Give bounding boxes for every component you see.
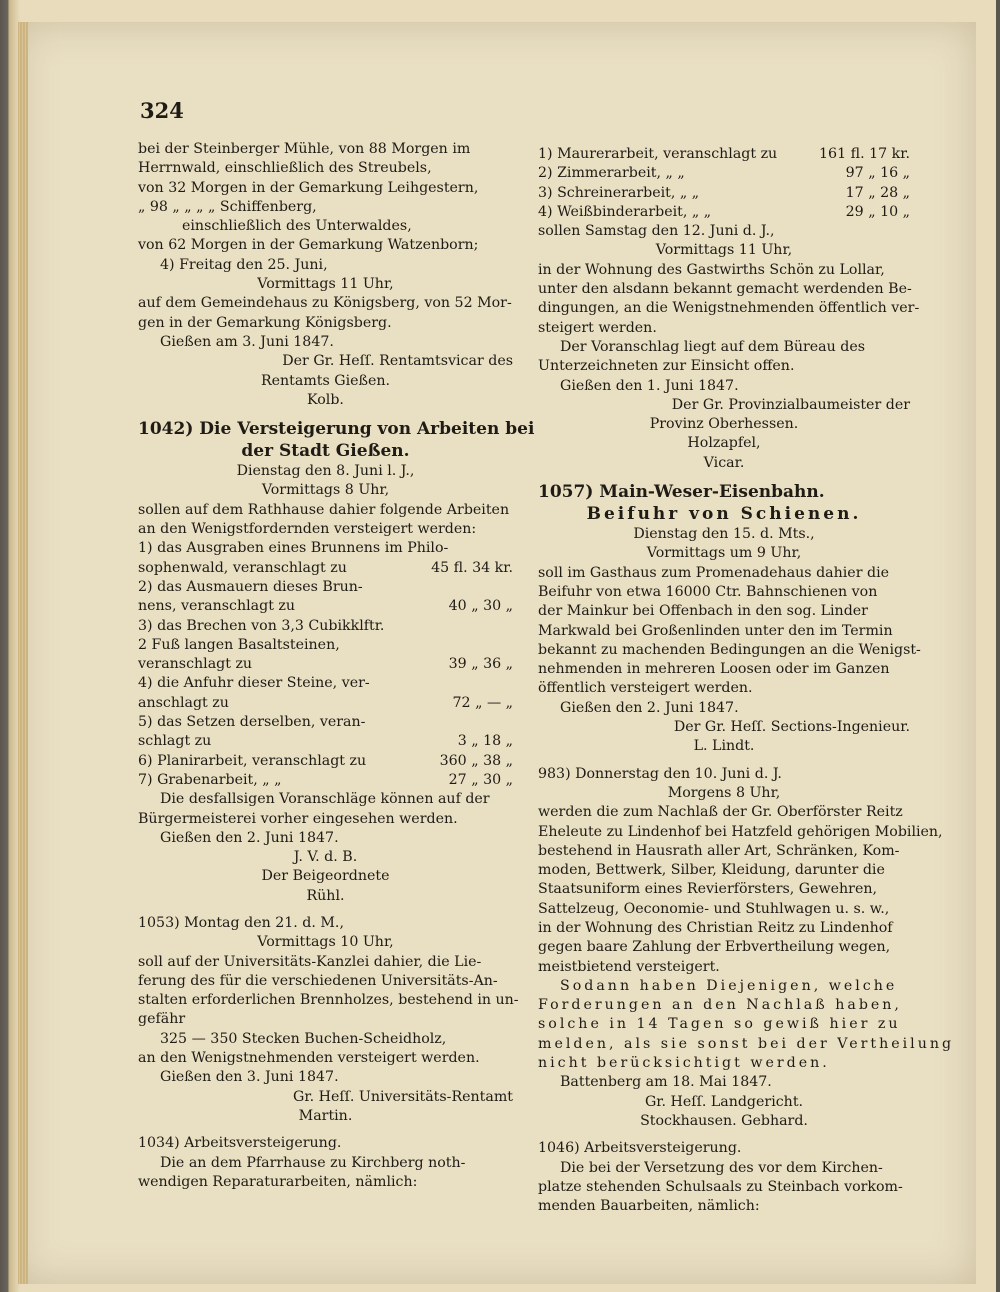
text-line: Beifuhr von Schienen.: [586, 504, 862, 525]
item-label: 2 Fuß langen Basaltsteinen,: [138, 636, 340, 653]
item-amount: 29 „ 10 „: [845, 203, 910, 220]
text-line: [138, 655, 513, 674]
item-label: 7) Grabenarbeit, „ „: [138, 771, 282, 788]
text-line: menden Bauarbeiten, nämlich:: [538, 1198, 760, 1215]
text-line: Dienstag den 8. Juni l. J.,: [236, 463, 415, 480]
text-line: Sattelzeug, Oeconomie- und Stuhlwagen u. s. w.,: [538, 900, 890, 917]
text-line: Stockhausen. Gebhard.: [640, 1112, 808, 1129]
text-line: Gießen den 2. Juni 1847.: [560, 699, 739, 716]
text-line: Vormittags 10 Uhr,: [257, 934, 394, 951]
text-line: Markwald bei Großenlinden unter den im Termin: [538, 622, 893, 639]
text-line: J. V. d. B.: [293, 849, 358, 866]
text-line: auf dem Gemeindehaus zu Königsberg, von 52 Mor-: [138, 295, 512, 312]
text-line: 1042) Die Versteigerung von Arbeiten bei: [138, 419, 535, 440]
item-amount: 72 „ — „: [452, 694, 513, 711]
text-line: gefähr: [138, 1011, 186, 1028]
text-line: bekannt zu machenden Bedingungen an die Wenigst-: [538, 641, 921, 658]
item-label: 1) das Ausgraben eines Brunnens im Philo-: [138, 540, 449, 557]
text-line: Sodann haben Diejenigen, welche: [560, 977, 898, 994]
text-line: Der Gr. Heſſ. Sections-Ingenieur.: [673, 719, 910, 736]
text-line: nicht berücksichtigt werden.: [538, 1055, 830, 1072]
text-line: Rühl.: [306, 887, 345, 904]
item-label: 4) Weißbinderarbeit, „ „: [538, 203, 712, 220]
text-line: [138, 539, 513, 558]
item-amount: 17 „ 28 „: [845, 184, 910, 201]
text-line: Gießen den 1. Juni 1847.: [560, 377, 739, 394]
text-line: Gießen den 2. Juni 1847.: [160, 829, 339, 846]
text-line: [138, 906, 513, 914]
item-amount: 45 fl. 34 kr.: [431, 559, 513, 576]
text-line: gegen baare Zahlung der Erbvertheilung wegen,: [538, 939, 891, 956]
text-line: [138, 732, 513, 751]
text-line: 1046) Arbeitsversteigerung.: [538, 1140, 742, 1157]
item-amount: 39 „ 36 „: [448, 656, 513, 673]
item-label: 3) das Brechen von 3,3 Cubikklftr.: [138, 617, 385, 634]
text-line: 325 — 350 Stecken Buchen-Scheidholz,: [160, 1030, 447, 1047]
item-label: 4) die Anfuhr dieser Steine, ver-: [138, 675, 370, 692]
page-edge: [996, 0, 1000, 1292]
text-line: an den Wenigstnehmenden versteigert werden.: [138, 1050, 480, 1067]
text-line: Martin.: [298, 1107, 353, 1124]
text-line: nehmenden in mehreren Loosen oder im Ganzen: [538, 661, 890, 678]
text-line: öffentlich versteigert werden.: [538, 680, 753, 697]
item-label: schlagt zu: [138, 733, 212, 750]
page-number: 324: [140, 98, 184, 123]
text-line: von 32 Morgen in der Gemarkung Leihgestern,: [138, 179, 479, 196]
text-line: dingungen, an die Wenigstnehmenden öffentlich ver-: [538, 300, 920, 317]
text-line: Vormittags 11 Uhr,: [257, 276, 394, 293]
item-label: veranschlagt zu: [138, 656, 253, 673]
text-line: an den Wenigstfordernden versteigert werden:: [138, 521, 477, 538]
text-line: moden, Bettwerk, Silber, Kleidung, darunter die: [538, 862, 885, 879]
text-line: Beifuhr von etwa 16000 Ctr. Bahnschienen von: [538, 583, 878, 600]
text-line: [138, 636, 513, 655]
item-label: 6) Planirarbeit, veranschlagt zu: [138, 752, 367, 769]
text-line: [538, 757, 910, 765]
text-line: Morgens 8 Uhr,: [667, 784, 781, 801]
text-line: Forderungen an den Nachlaß haben,: [538, 997, 902, 1014]
text-line: Rentamts Gießen.: [260, 372, 391, 389]
text-line: Der Beigeordnete: [261, 868, 390, 885]
text-line: Vormittags 11 Uhr,: [655, 242, 793, 259]
item-amount: 27 „ 30 „: [448, 771, 513, 788]
text-line: solche in 14 Tagen so gewiß hier zu: [538, 1016, 901, 1033]
text-line: [138, 771, 513, 790]
right-column: [538, 145, 955, 1216]
text-line: steigert werden.: [538, 319, 657, 336]
text-line: bei der Steinberger Mühle, von 88 Morgen im: [138, 141, 471, 157]
text-line: [538, 1131, 910, 1139]
left-column: [138, 140, 535, 1192]
text-line: sollen Samstag den 12. Juni d. J.,: [538, 223, 775, 240]
item-label: 2) das Ausmauern dieses Brun-: [138, 578, 363, 595]
text-line: [138, 752, 513, 771]
text-line: L. Lindt.: [693, 738, 755, 755]
text-line: Staatsuniform eines Revierförsters, Gewehren,: [538, 881, 878, 898]
text-line: [538, 203, 910, 222]
text-line: von 62 Morgen in der Gemarkung Watzenborn;: [138, 237, 479, 254]
text-line: Vormittags um 9 Uhr,: [646, 545, 802, 562]
text-line: [538, 184, 910, 203]
text-line: in der Wohnung des Christian Reitz zu Lindenhof: [538, 919, 893, 936]
text-line: Der Gr. Heſſ. Rentamtsvicar des: [282, 353, 513, 370]
text-line: [138, 410, 513, 418]
item-amount: 161 fl. 17 kr.: [819, 146, 910, 162]
text-line: [138, 617, 513, 636]
text-line: Gr. Heſſ. Universitäts-Rentamt: [293, 1088, 513, 1105]
text-line: Die bei der Versetzung des vor dem Kirchen-: [560, 1159, 883, 1176]
text-line: „ 98 „ „ „ „ Schiffenberg,: [138, 198, 317, 215]
item-amount: 97 „ 16 „: [845, 165, 910, 182]
text-line: soll auf der Universitäts-Kanzlei dahier, die Lie-: [138, 953, 482, 970]
text-line: [138, 713, 513, 732]
text-line: [138, 674, 513, 693]
text-line: 4) Freitag den 25. Juni,: [160, 256, 328, 273]
text-line: 983) Donnerstag den 10. Juni d. J.: [538, 765, 782, 782]
text-line: [138, 578, 513, 597]
text-line: Battenberg am 18. Mai 1847.: [560, 1074, 772, 1091]
item-amount: 3 „ 18 „: [457, 733, 513, 750]
text-line: melden, als sie sonst bei der Vertheilung: [538, 1035, 955, 1052]
text-line: 1057) Main-Weser-Eisenbahn.: [538, 482, 825, 503]
text-line: Dienstag den 15. d. Mts.,: [633, 526, 815, 543]
item-label: 5) das Setzen derselben, veran-: [138, 714, 366, 731]
item-label: nens, veranschlagt zu: [138, 598, 296, 615]
text-line: der Stadt Gießen.: [241, 441, 410, 462]
text-line: der Mainkur bei Offenbach in den sog. Linder: [538, 603, 868, 620]
text-line: [138, 1126, 513, 1134]
text-line: Bürgermeisterei vorher eingesehen werden.: [138, 810, 458, 827]
text-line: Eheleute zu Lindenhof bei Hatzfeld gehörigen Mobilien,: [538, 823, 943, 840]
text-line: Vormittags 8 Uhr,: [261, 482, 390, 499]
text-line: 1034) Arbeitsversteigerung.: [138, 1135, 342, 1152]
text-line: einschließlich des Unterwaldes,: [182, 218, 412, 235]
text-line: [538, 145, 910, 164]
text-line: Gießen den 3. Juni 1847.: [160, 1069, 339, 1086]
text-line: Die an dem Pfarrhause zu Kirchberg noth-: [160, 1154, 466, 1171]
text-line: Der Voranschlag liegt auf dem Büreau des: [560, 338, 866, 355]
text-line: platze stehenden Schulsaals zu Steinbach vorkom-: [538, 1178, 903, 1195]
text-line: Unterzeichneten zur Einsicht offen.: [538, 358, 795, 375]
text-line: Vicar.: [703, 454, 745, 471]
item-label: 2) Zimmerarbeit, „ „: [538, 165, 685, 182]
text-line: [138, 694, 513, 713]
item-label: anschlagt zu: [138, 694, 229, 711]
text-line: soll im Gasthaus zum Promenadehaus dahier die: [538, 564, 890, 581]
text-line: Gießen am 3. Juni 1847.: [160, 333, 334, 350]
text-line: gen in der Gemarkung Königsberg.: [138, 314, 392, 331]
text-line: unter den alsdann bekannt gemacht werdenden Be-: [538, 281, 912, 298]
text-line: Die desfallsigen Voranschläge können auf der: [160, 791, 490, 808]
text-line: ferung des für die verschiedenen Universitäts-An-: [138, 972, 498, 989]
text-line: bestehend in Hausrath aller Art, Schränken, Kom-: [538, 842, 900, 859]
text-line: Holzapfel,: [687, 435, 761, 452]
item-label: 3) Schreinerarbeit, „ „: [538, 184, 700, 201]
text-line: [138, 559, 513, 578]
text-line: meistbietend versteigert.: [538, 958, 720, 975]
text-line: in der Wohnung des Gastwirths Schön zu Lollar,: [538, 261, 885, 278]
item-label: sophenwald, veranschlagt zu: [138, 559, 347, 576]
text-line: Herrnwald, einschließlich des Streubels,: [138, 160, 432, 177]
item-amount: 40 „ 30 „: [448, 598, 513, 615]
text-line: Provinz Oberhessen.: [649, 416, 799, 433]
text-line: Gr. Heſſ. Landgericht.: [644, 1093, 804, 1110]
text-line: sollen auf dem Rathhause dahier folgende Arbeiten: [138, 501, 510, 518]
text-line: stalten erforderlichen Brennholzes, bestehend in un-: [138, 992, 519, 1009]
item-label: 1) Maurerarbeit, veranschlagt zu: [538, 146, 778, 162]
text-line: werden die zum Nachlaß der Gr. Oberförster Reitz: [538, 804, 903, 821]
text-line: [138, 597, 513, 616]
text-line: 1053) Montag den 21. d. M.,: [138, 914, 344, 931]
text-line: Der Gr. Provinzialbaumeister der: [671, 396, 910, 413]
text-line: [538, 164, 910, 183]
text-line: [538, 473, 910, 481]
text-line: wendigen Reparaturarbeiten, nämlich:: [138, 1173, 418, 1190]
item-amount: 360 „ 38 „: [439, 752, 513, 769]
text-line: Kolb.: [307, 391, 344, 408]
